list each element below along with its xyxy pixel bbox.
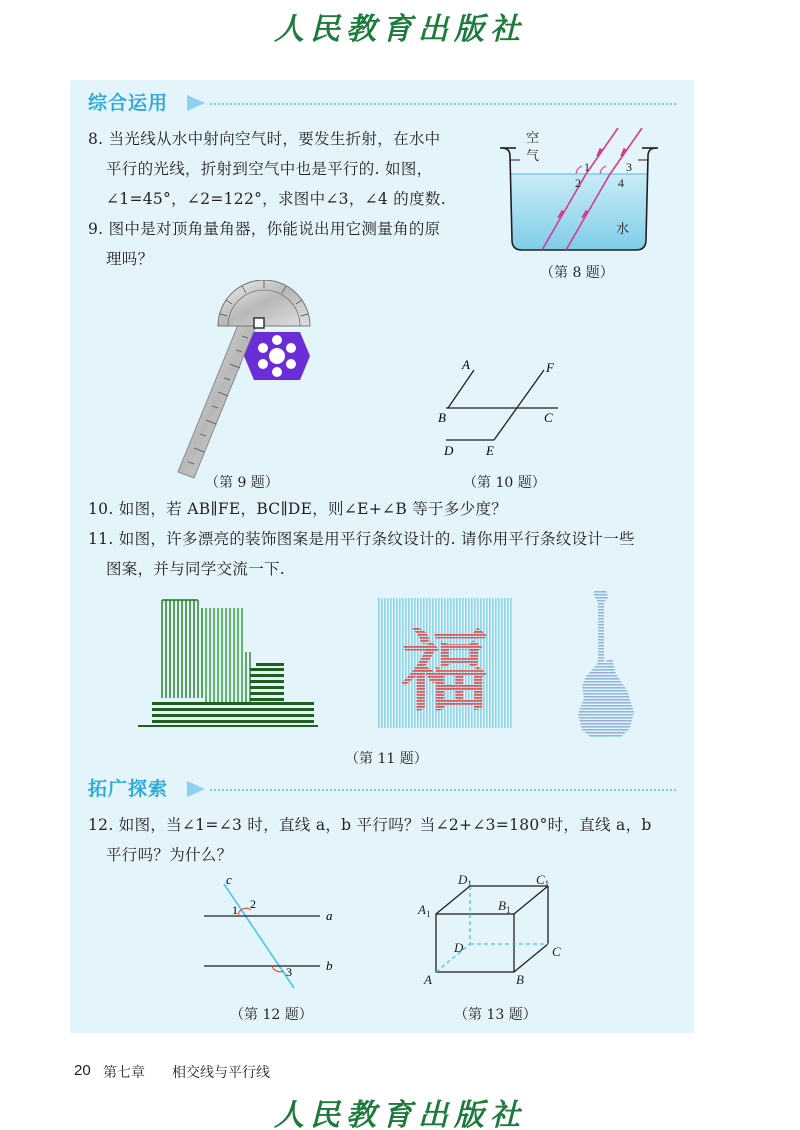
- publisher-footer: 人民教育出版社: [274, 1098, 526, 1130]
- section-header-extension: [88, 776, 678, 804]
- caption-figure-13: （第 13 题）: [454, 1007, 537, 1023]
- footer-chapter-title: 相交线与平行线: [172, 1065, 270, 1081]
- section-divider: [210, 103, 676, 105]
- fig12-label-a: a: [326, 908, 333, 923]
- fig8-label-air-2: 气: [526, 149, 540, 164]
- problem-9-line-2: 理吗？: [106, 250, 154, 268]
- fig13-label-A: A: [424, 972, 432, 987]
- problem-12-line-2: 平行吗？为什么？: [106, 846, 233, 864]
- problem-8-line-1: 8. 当光线从水中射向空气时，要发生折射，在水中: [88, 130, 441, 148]
- fig8-angle-1: 1: [584, 160, 590, 174]
- fig10-label-B: B: [438, 410, 446, 425]
- problem-12-line-1: 12. 如图，当∠1=∠3 时，直线 a，b 平行吗？当∠2+∠3=180°时，直线 a，b: [88, 816, 652, 834]
- fig13-label-B1: $B_1$: [498, 898, 511, 915]
- problem-8-line-2: 平行的光线，折射到空气中也是平行的. 如图，: [106, 160, 433, 178]
- problem-11-line-1: 11. 如图，许多漂亮的装饰图案是用平行条纹设计的. 请你用平行条纹设计一些: [88, 530, 635, 548]
- figure-12-transversal: [196, 872, 348, 992]
- fig10-label-A: A: [462, 357, 470, 372]
- figure-9-protractor: [170, 280, 320, 480]
- caption-figure-8: （第 8 题）: [540, 265, 614, 281]
- fig13-label-C1: $C_1$: [536, 872, 550, 889]
- section-arrow-icon: [186, 94, 206, 112]
- problem-8-line-3: ∠1=45°，∠2=122°，求图中∠3，∠4 的度数.: [106, 190, 446, 208]
- figure-11-guitar-pattern: [572, 588, 642, 740]
- footer-chapter: 第七章: [103, 1065, 145, 1081]
- fig12-label-b: b: [326, 958, 333, 973]
- section-header-comprehensive: [88, 90, 678, 118]
- section-title: 综合运用: [88, 92, 169, 114]
- caption-figure-10: （第 10 题）: [463, 475, 546, 491]
- fig8-angle-3: 3: [626, 160, 632, 174]
- fig13-label-D1: $D_1$: [458, 872, 472, 889]
- caption-figure-12: （第 12 题）: [230, 1007, 313, 1023]
- fig10-label-D: D: [444, 443, 454, 458]
- figure-11-skyline-pattern: [138, 598, 318, 728]
- caption-figure-11: （第 11 题）: [345, 751, 428, 767]
- fig12-angle-1: 1: [232, 903, 238, 917]
- page-number: 20: [74, 1062, 91, 1079]
- fig13-label-A1: $A_1$: [418, 902, 431, 919]
- fig12-angle-3: 3: [286, 965, 292, 979]
- figure-8-beaker: [496, 128, 666, 258]
- problem-11-line-2: 图案，并与同学交流一下.: [106, 560, 286, 578]
- section-divider: [210, 789, 676, 791]
- figure-11-fu-pattern: [378, 598, 512, 728]
- figure-10-geometry: [432, 356, 572, 462]
- fig13-label-C: C: [552, 944, 561, 959]
- fig10-label-F: F: [546, 360, 554, 375]
- figure-13-cube: [414, 872, 584, 992]
- fig13-label-D: D: [454, 940, 464, 955]
- fig12-angle-2: 2: [250, 897, 256, 911]
- fig8-label-air: 空: [526, 131, 540, 146]
- fig8-label-water: 水: [616, 222, 630, 237]
- problem-9-line-1: 9. 图中是对顶角量角器，你能说出用它测量角的原: [88, 220, 441, 238]
- caption-figure-9: （第 9 题）: [205, 475, 279, 491]
- publisher-header: 人民教育出版社: [274, 12, 526, 47]
- fig11-fu-character: 福: [400, 620, 490, 723]
- fig8-angle-2: 2: [575, 176, 581, 190]
- problem-10-line-1: 10. 如图，若 AB∥FE，BC∥DE，则∠E+∠B 等于多少度？: [88, 500, 508, 518]
- section-title: 拓广探索: [88, 778, 169, 800]
- section-arrow-icon: [186, 780, 206, 798]
- fig13-label-B: B: [516, 972, 524, 987]
- fig8-angle-4: 4: [618, 176, 624, 190]
- fig10-label-E: E: [486, 443, 494, 458]
- fig10-label-C: C: [544, 410, 553, 425]
- fig12-label-c: c: [226, 872, 232, 887]
